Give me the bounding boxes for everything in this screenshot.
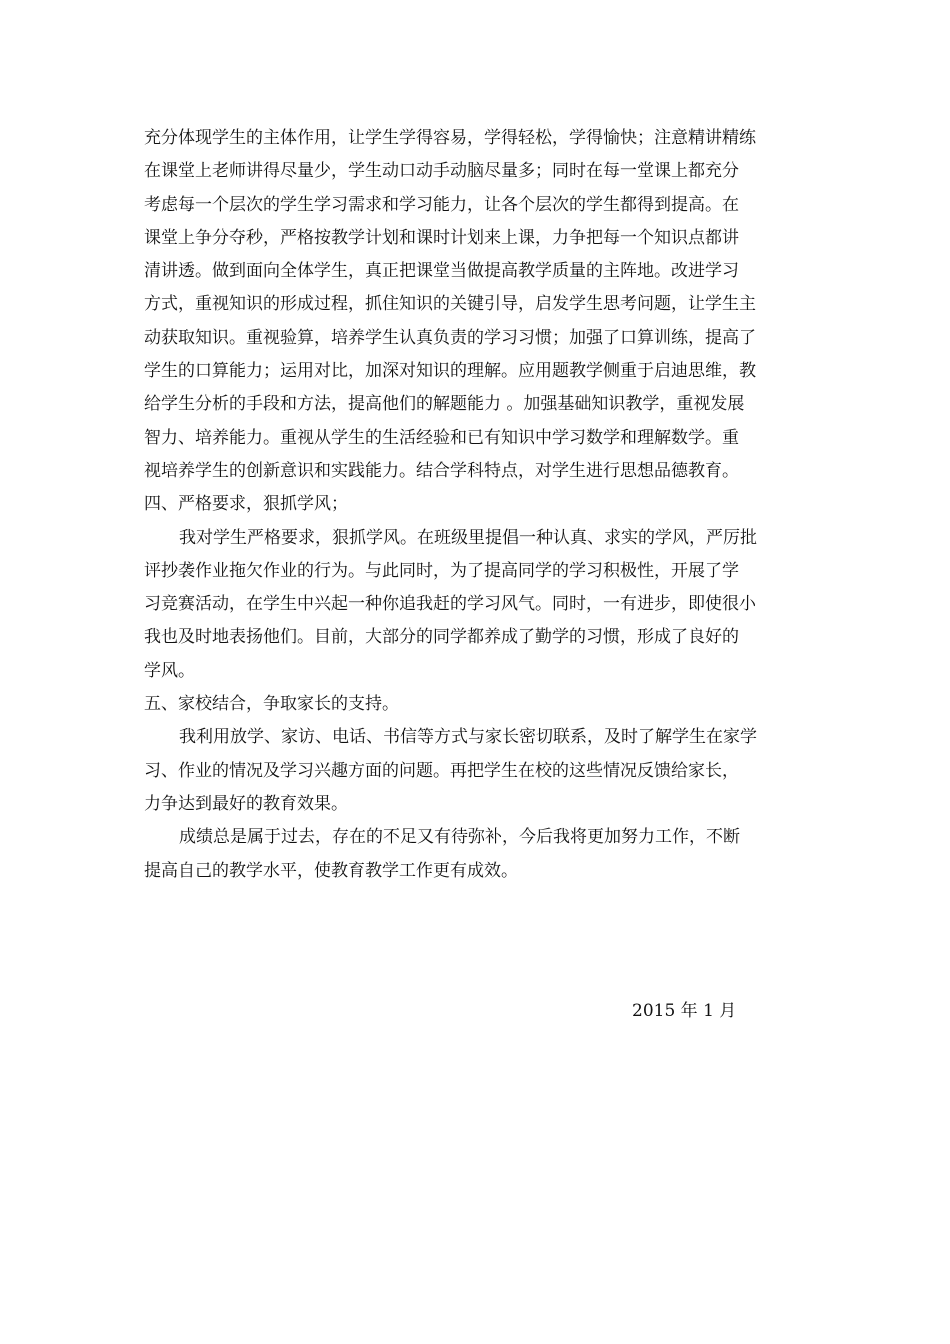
text-line: 给学生分析的手段和方法，提高他们的解题能力 。加强基础知识教学，重视发展 (144, 394, 745, 415)
text-line: 方式，重视知识的形成过程，抓住知识的关键引导，启发学生思考问题，让学生主 (144, 294, 756, 315)
text-line: 我对学生严格要求，狠抓学风。在班级里提倡一种认真、求实的学风，严厉批 (179, 527, 757, 548)
text-line: 成绩总是属于过去，存在的不足又有待弥补，今后我将更加努力工作，不断 (179, 827, 740, 848)
text-line: 智力、培养能力。重视从学生的生活经验和已有知识中学习数学和理解数学。重 (144, 427, 739, 448)
document-date: 2015 年 1 月 (632, 1001, 737, 1021)
document-body (144, 122, 810, 888)
section-heading-5: 五、家校结合，争取家长的支持。 (144, 694, 399, 715)
text-line: 习、作业的情况及学习兴趣方面的问题。再把学生在校的这些情况反馈给家长， (144, 760, 739, 781)
text-line: 视培养学生的创新意识和实践能力。结合学科特点，对学生进行思想品德教育。 (144, 460, 739, 481)
text-line: 提高自己的教学水平，使教育教学工作更有成效。 (144, 860, 518, 881)
text-line: 学生的口算能力；运用对比，加深对知识的理解。应用题教学侧重于启迪思维，教 (144, 361, 756, 382)
text-line: 我利用放学、家访、电话、书信等方式与家长密切联系，及时了解学生在家学 (179, 727, 757, 748)
text-line: 在课堂上老师讲得尽量少，学生动口动手动脑尽量多；同时在每一堂课上都充分 (144, 161, 739, 182)
text-line: 我也及时地表扬他们。目前，大部分的同学都养成了勤学的习惯，形成了良好的 (144, 627, 739, 648)
text-line: 评抄袭作业拖欠作业的行为。与此同时，为了提高同学的学习积极性，开展了学 (144, 560, 739, 581)
text-line: 清讲透。做到面向全体学生，真正把课堂当做提高教学质量的主阵地。改进学习 (144, 261, 739, 282)
text-line: 习竞赛活动，在学生中兴起一种你追我赶的学习风气。同时，一有进步，即使很小 (144, 594, 756, 615)
text-line: 考虑每一个层次的学生学习需求和学习能力，让各个层次的学生都得到提高。在 (144, 194, 739, 215)
text-line: 充分体现学生的主体作用，让学生学得容易，学得轻松，学得愉快；注意精讲精练 (144, 128, 756, 148)
text-line: 力争达到最好的教育效果。 (144, 793, 348, 814)
text-line: 课堂上争分夺秒，严格按教学计划和课时计划来上课，力争把每一个知识点都讲 (144, 227, 739, 248)
section-heading-4: 四、严格要求，狠抓学风； (144, 494, 348, 515)
text-line: 动获取知识。重视验算，培养学生认真负责的学习习惯；加强了口算训练，提高了 (144, 327, 756, 348)
text-line: 学风。 (144, 660, 195, 681)
